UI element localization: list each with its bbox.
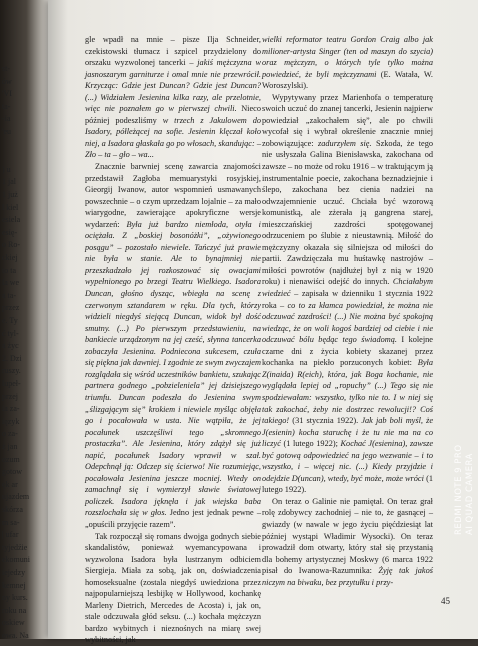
adjacent-page-fragment: ckiej: [2, 253, 18, 262]
adjacent-page-fragment: m sa-: [2, 517, 20, 527]
text-run: jakiś mężczyzna w jasnoszarym garniturze i omal mnie nie przewrócił. Krzycząc: Gdzie jest Duncan? Gdzie jest Duncan? (...) Widziałem Jesienina kilka razy, ale przelotnie, więc nie poznałem go w pierwszej chwili.: [85, 58, 261, 114]
text-run: (1 lutego 1922);: [280, 439, 341, 449]
adjacent-page-fragment: gotow: [2, 467, 22, 477]
adjacent-page-fragment: 2. Dzi: [2, 353, 22, 363]
adjacent-page-fragment: tyjedźie: [2, 542, 28, 552]
adjacent-page-fragment: 1 jal: [2, 177, 16, 187]
adjacent-page-fragment: esiela: [2, 215, 21, 225]
right-text-column: [262, 34, 433, 588]
text-run: gle wpadł na mnie – pisze Ilja Schneider, czekistowski tłumacz i szpicel przydzielony do orszaku wyzwolonej tancerki –: [85, 35, 261, 68]
adjacent-page-fragment: lupeł-: [2, 379, 21, 388]
text-run: (E. Watała, W. Woroszylski).: [262, 69, 433, 91]
text-run: Żyję tak jakoś niczym na biwaku, bez przytułku i przy-: [262, 566, 433, 587]
adjacent-page-fragment: oskiew: [2, 618, 25, 628]
text-run: Wypytywany przez Marienhofa o temperaturę swoich uczuć do znanej tancerki, Jesienin najpierw powiedział „zakochałem się”, ale po chwili wycofał się i wybrał określenie znacznie mniej zobowiązujące:: [262, 92, 433, 148]
adjacent-page-fragment: | ufar: [2, 530, 19, 540]
watermark-line-2: AI QUAD CAMERA: [465, 453, 475, 535]
adjacent-page-fragment: ozum: [2, 454, 20, 464]
adjacent-page-fragment: ny kurs.: [2, 593, 28, 603]
text-run: Tak rozpoczął się romans dwojga godnych siebie skandalistów, ponieważ wyemancypowana i wyzwolona Isadora była lustrzanym odbiciem Siergieja. Miała za sobą, jak on, doświadczenia homoseksualne (zostala niegdyś uwiedziona przez najpopularniejszą lesbijkę w Hollywood, kochankę Marleny Dietrich, Mercedes de Acosta) i, jak on, stale odczuwała głód seksu. (...) kochała mężczyzn bardzo wybitnych i nieznośnych na miarę swej wybitności, jak: [85, 531, 261, 645]
text-run: zadurzyłem się.: [318, 138, 372, 148]
camera-watermark: [454, 444, 476, 535]
adjacent-page-fragment: esię-: [2, 227, 18, 237]
adjacent-page-fragment: ) u: [2, 164, 11, 174]
text-run: Kochać J(esienina), zawsze być gotową odpowiedzieć na jego wezwanie – i to wszystko, i – więcej nic. (...) Kiedy przyjdzie i odejdzie D(uncan), wtedy, być może, może wróci: [262, 439, 433, 483]
left-column-text: [85, 34, 261, 646]
adjacent-page-fragment: owa. Na: [2, 631, 29, 639]
adjacent-page-fragment: la we: [2, 278, 20, 288]
text-run: I kolejne czarne dni z życia kobiety skazanej przez kochanka na piekło porzuconych kobiet:: [262, 335, 433, 368]
adjacent-page-fragment: iejedzy: [2, 568, 26, 577]
text-run: Szkoda, że tego nie usłyszała Galina Bienisławska, zakochana od zawsze – no może od roku 1916 – w traktującym ją instrumentalnie poecie, zakochana beznadziejnie i ślepo, zakochana bez cienia nadziei na odwzajemnienie uczuć. Chciała być wzorową komunistką, ale zżerała ją gangrena starej, mieszczańskiej zazdrości spotęgowanej odrzuceniem po ślubie z nieustawnią. Miłość do mężczyzny okazała się silniejsza od miłości do partii. Zawdzięczała mu huśtawkę nastrojów – miłości powrotów (najdłużej był z nią w 1920 roku) i nienawiści odejść do innych.: [262, 138, 433, 287]
adjacent-page-fragment: ekomuni: [2, 555, 30, 565]
text-run: Chciałabym wiedzieć: [262, 277, 433, 299]
adjacent-page-fragment: a życ: [2, 341, 19, 351]
text-run: w trzech z Jakulowem do Isadory, półleżącej na sofie. Jesienin klęczał koło niej, a Isadora głaskała go po włosach, skandując: – Zło – ta – gło – wa...: [85, 115, 261, 160]
adjacent-page-fragment: e. Ty: [2, 316, 18, 325]
adjacent-page-fragment: st-: [2, 64, 10, 73]
page-number: 45: [441, 596, 450, 606]
adjacent-page-fragment: skórza: [2, 505, 23, 514]
adjacent-page-fragment: ujazdem: [2, 492, 30, 502]
adjacent-page-fragment: ęk ar: [2, 479, 18, 489]
adjacent-page-fragment: ć tyl-: [2, 328, 19, 338]
text-run: Była już bardzo niemłoda, otyła i ociężała. Z „boskiej bosonóżki”, „ożywionego posągu” – pozostało niewiele. Tańczyć już prawie nie była w stanie. Ale to bynajmniej nie przeszkadzało jej rozkoszować się owacjami wypełnionego po brzegi Teatru Wielkiego. Isadora Duncan, głośno dysząc, wbiegła na scenę z czerwonym sztandarem w ręku. Dla tych, którzy widzieli niegdyś siejącą Duncan, widok był dość smutny. (...) Po pierwszym przedstawieniu, na bankiecie urządzonym na jej cześć, słynna tancerka zobaczyła Jesienina. Podniecona sukcesem, czuła się piękna jak dawniej. I zgodnie ze swym zwyczajem rozglądała się wśród uczestników bankietu, szukając partnera godnego „pobzieleniela” jej dzisiejszego triumfu. Duncan podeszła do Jesienina swym „ślizgającym się” krokiem i niewiele myśląc objęła go i pocałowała w usta. Nie wątpiła, że jej pocałunek uszczęśliwi tego „skromnego prostaczka”. Ale Jesienina, który zdążył się już napić, pocałunek Isadory wprawił w szał. Odepchnął ją: Odczep się ścierwo! Nie rozumiejąc, pocałowała Jesienina jeszcze mocniej. Wtedy on zamachnął się i wymierzył sławie światowej policzek. Isadora jęknęła i jak wiejska baba rozszlochała się w głos.: [85, 219, 261, 518]
text-run: (1 lutego 1922).: [262, 473, 433, 495]
adjacent-page-fragment: to ta: [2, 265, 16, 275]
adjacent-page-fragment: roku na: [2, 605, 27, 615]
adjacent-page-fragment: 'VI: [2, 89, 12, 99]
right-column-text: [262, 34, 433, 588]
text-run: Była Z(inaida) R(eich), która, jak Boga kochanie, nie wyglądała lepiej od „ropuchy” (...) Tego się nie spodziewałam: wszystko, tylko nie to. I w niej się tak zakochać, żeby nie dostrzec rewolucji!? Coś takiego!: [262, 358, 433, 426]
adjacent-page-fragment: kemnej: [2, 580, 26, 590]
adjacent-page-fragment: o Ro-: [2, 240, 20, 250]
adjacent-page-fragment: przez: [2, 303, 20, 313]
adjacent-page-fragment: 1 już: [2, 190, 18, 199]
adjacent-page-fragment: ięzyk: [2, 416, 20, 426]
text-run: Jak jab boli myśl, że J(esienin) kocha staruchę i że tu nie ma na co liczyć: [262, 416, 433, 449]
adjacent-page-fragment: ż jan: [2, 442, 18, 451]
text-run: Nieco później podeszliśmy: [85, 104, 261, 125]
adjacent-page-fragment: ta-: [2, 101, 11, 111]
adjacent-page-fragment: ruszy.: [2, 366, 21, 376]
text-run: Jedno jest jednak pewne – „opuścili przyjęcie razem”.: [85, 508, 261, 529]
adjacent-page-edge: [0, 0, 48, 639]
adjacent-page-fragment: przej: [2, 391, 18, 401]
text-run: Znacznie barwniej scenę zawarcia znajomości przedstawił Zagłoba memuarystyki rosyjskiej, Gieorgij Iwanow, autor wspomnień usmawanych powszechnie – o czym uprzedzam lojalnie – za mało wiarygodne, zawierające apokryficzne wersje wydarzeń:: [85, 162, 261, 229]
text-run: wielki reformator teatru Gordon Craig albo jak milioner-artysta Singer (ten od maszyn do szycia) oraz mężczyzn, o których tyle tylko można powiedzieć, że byli mężczyznami: [262, 35, 433, 79]
text-run: – zapisała w dzienniku 1 stycznia 1922 roka –: [262, 289, 433, 310]
left-text-column: [85, 34, 261, 646]
adjacent-page-fragment: ia za-: [2, 404, 20, 414]
watermark-line-1: REDMI NOTE 9 PRO: [454, 444, 464, 535]
adjacent-page-fragment: a ta-: [2, 290, 16, 300]
adjacent-page-fragment: 'eu: [2, 127, 11, 136]
text-run: On teraz o Galinie nie pamiętał. On teraz grał rolę zdobywcy zachodniej – nie to, że gasnącej – gwiazdy (w nawale w jego życiu pięćdziesiąt lat później wystąpi Władimir Wysocki). On teraz prowadził dom otwarty, który stał się przystanią dla bohemy artystycznej Moskwy (6 marca 1922 pisał do Iwanowa-Razumnika:: [262, 496, 433, 576]
adjacent-page-fragment: o za-: [2, 429, 18, 439]
adjacent-page-fragment: l kiel: [2, 202, 19, 212]
text-run: (31 stycznia 1922).: [289, 416, 362, 426]
adjacent-page-fragment: ów: [2, 76, 12, 86]
text-run: co to za kłamca powiedział, że można nie odczuwać zazdrości! (...) Nie można być spokojną wiedząc, że on woli kogoś bardziej od ciebie i nie odczuwać bólu będąc tego świadomą.: [262, 300, 433, 345]
adjacent-page-fragment: -ia: [2, 114, 11, 124]
page-fold-shadow: [48, 0, 68, 639]
